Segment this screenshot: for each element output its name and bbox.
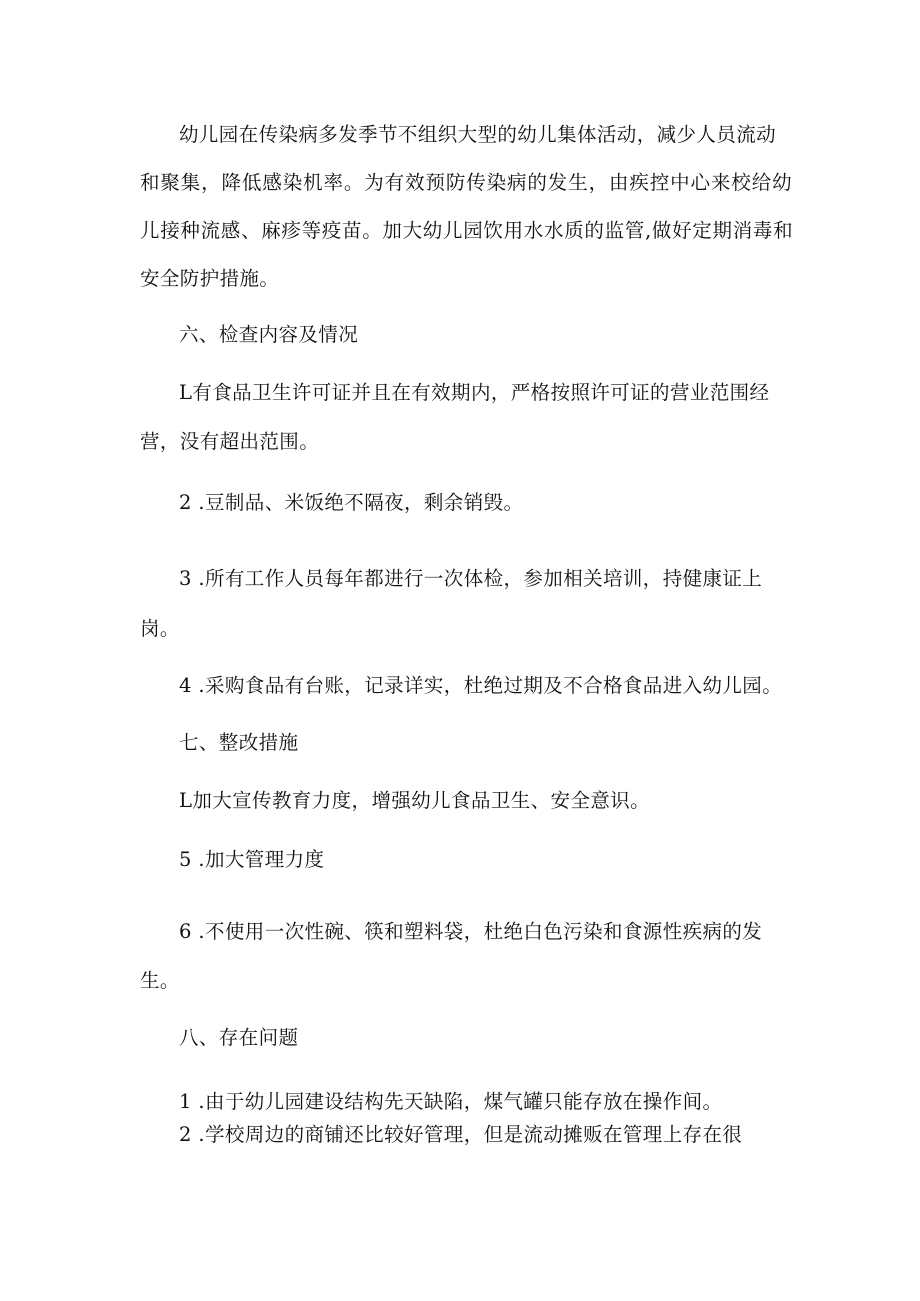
section-7-item-6-line-1: 6 .不使用一次性碗、筷和塑料袋，杜绝白色污染和食源性疾病的发 [179, 920, 763, 943]
section-8-item-2: 2 .学校周边的商铺还比较好管理，但是流动摊贩在管理上存在很 [179, 1123, 743, 1146]
paragraph-1-line-3: 儿接种流感、麻疹等疫苗。加大幼儿园饮用水水质的监管,做好定期消毒和 [140, 219, 793, 242]
section-6-item-2: 2 .豆制品、米饭绝不隔夜，剩余销毁。 [179, 491, 524, 514]
paragraph-1-line-1: 幼儿园在传染病多发季节不组织大型的幼儿集体活动，减少人员流动 [179, 123, 777, 146]
section-6-heading: 六、检查内容及情况 [179, 323, 359, 346]
section-7-item-6-line-2: 生。 [140, 969, 180, 992]
section-6-item-1-line-2: 营，没有超出范围。 [140, 430, 320, 453]
paragraph-1-line-2: 和聚集，降低感染机率。为有效预防传染病的发生，由疾控中心来校给幼 [140, 171, 792, 194]
section-6-item-3-line-1: 3 .所有工作人员每年都进行一次体检，参加相关培训，持健康证上 [179, 567, 763, 590]
section-6-item-4: 4 .采购食品有台账，记录详实，杜绝过期及不合格食品进入幼儿园。 [179, 674, 783, 697]
section-8-item-1: 1 .由于幼儿园建设结构先天缺陷，煤气罐只能存放在操作间。 [179, 1090, 723, 1113]
section-7-item-1: L加大宣传教育力度，增强幼儿食品卫生、安全意识。 [179, 789, 651, 812]
section-6-item-3-line-2: 岗。 [140, 617, 180, 640]
paragraph-1-line-4: 安全防护措施。 [140, 267, 280, 290]
section-7-item-5: 5 .加大管理力度 [179, 848, 325, 871]
section-6-item-1-line-1: L有食品卫生许可证并且在有效期内，严格按照许可证的营业范围经 [179, 381, 770, 404]
section-8-heading: 八、存在问题 [179, 1026, 299, 1049]
section-7-heading: 七、整改措施 [179, 731, 299, 754]
